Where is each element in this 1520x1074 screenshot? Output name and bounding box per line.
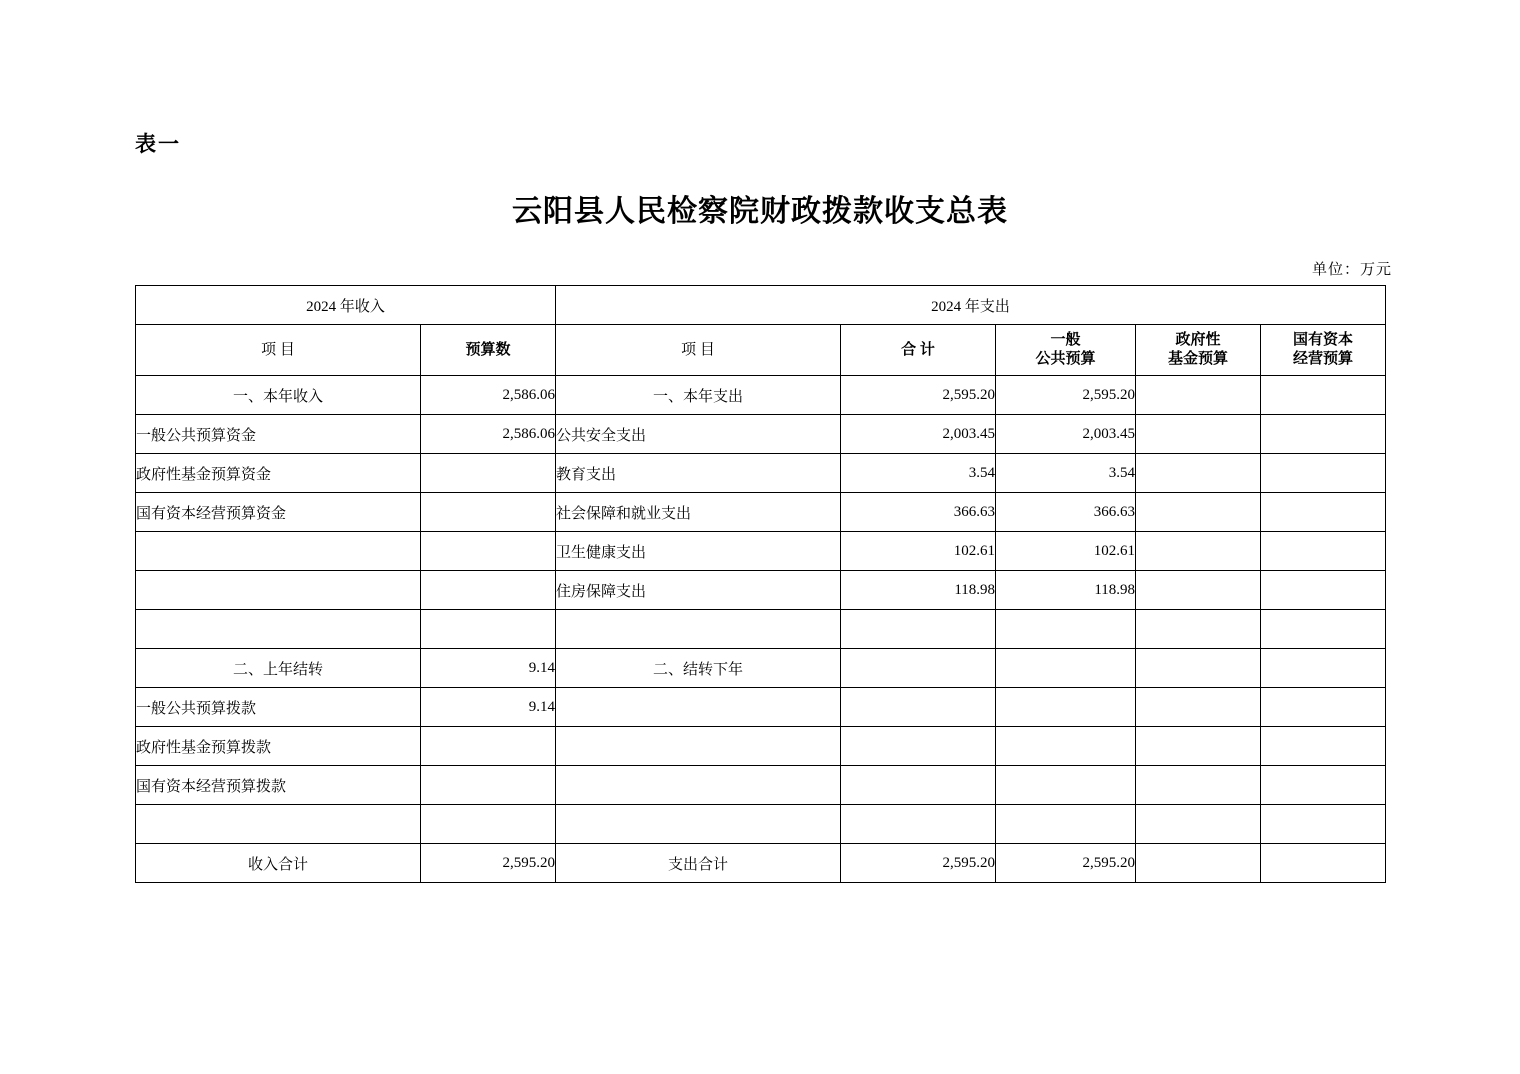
cell-gov-fund: [1136, 805, 1261, 844]
cell-expense-total: 366.63: [841, 493, 996, 532]
cell-general-public: [996, 805, 1136, 844]
cell-income-budget: [421, 610, 556, 649]
cell-expense-item: 支出合计: [556, 844, 841, 883]
cell-general-public: 118.98: [996, 571, 1136, 610]
table-row: [136, 454, 1386, 493]
table-row: [136, 415, 1386, 454]
header-general-public-line2: 公共预算: [1035, 351, 1096, 367]
fiscal-summary-table: [135, 285, 1386, 883]
cell-soe: [1261, 454, 1386, 493]
table-row: [136, 688, 1386, 727]
cell-soe: [1261, 649, 1386, 688]
cell-income-budget: 9.14: [421, 688, 556, 727]
cell-expense-item: 一、本年支出: [556, 376, 841, 415]
cell-income-item: 二、上年结转: [136, 649, 421, 688]
table-row: [136, 805, 1386, 844]
cell-general-public: [996, 727, 1136, 766]
table-body: [136, 376, 1386, 883]
cell-income-budget: [421, 454, 556, 493]
cell-expense-item: 公共安全支出: [556, 415, 841, 454]
cell-gov-fund: [1136, 844, 1261, 883]
cell-gov-fund: [1136, 454, 1261, 493]
cell-gov-fund: [1136, 532, 1261, 571]
table-row: [136, 727, 1386, 766]
cell-expense-item: [556, 610, 841, 649]
cell-soe: [1261, 688, 1386, 727]
table-row: [136, 493, 1386, 532]
cell-expense-total: [841, 688, 996, 727]
cell-income-item: 一、本年收入: [136, 376, 421, 415]
cell-soe: [1261, 571, 1386, 610]
header-gov-fund-budget: [1136, 325, 1261, 376]
cell-soe: [1261, 493, 1386, 532]
cell-soe: [1261, 610, 1386, 649]
cell-income-item: 政府性基金预算拨款: [136, 727, 421, 766]
cell-soe: [1261, 766, 1386, 805]
cell-income-budget: 2,595.20: [421, 844, 556, 883]
table-row: [136, 649, 1386, 688]
header-soe-line2: 经营预算: [1293, 351, 1354, 367]
cell-income-item: 国有资本经营预算拨款: [136, 766, 421, 805]
cell-expense-total: [841, 610, 996, 649]
table-row: [136, 766, 1386, 805]
cell-expense-total: 102.61: [841, 532, 996, 571]
cell-income-budget: [421, 727, 556, 766]
cell-expense-total: 118.98: [841, 571, 996, 610]
cell-income-budget: 2,586.06: [421, 376, 556, 415]
cell-income-item: 国有资本经营预算资金: [136, 493, 421, 532]
cell-expense-item: [556, 805, 841, 844]
header-income-group: 2024 年收入: [136, 286, 556, 325]
cell-expense-item: [556, 766, 841, 805]
cell-income-budget: 9.14: [421, 649, 556, 688]
cell-income-budget: [421, 532, 556, 571]
table-row: [136, 844, 1386, 883]
table-header-groups: [136, 286, 1386, 325]
cell-general-public: [996, 610, 1136, 649]
cell-general-public: 102.61: [996, 532, 1136, 571]
cell-expense-total: 2,595.20: [841, 376, 996, 415]
header-gov-fund-line2: 基金预算: [1168, 351, 1229, 367]
header-income-item: 项 目: [136, 325, 421, 376]
table-label: 表一: [135, 132, 181, 156]
cell-expense-item: 教育支出: [556, 454, 841, 493]
header-total: 合 计: [841, 325, 996, 376]
cell-expense-item: [556, 727, 841, 766]
cell-soe: [1261, 415, 1386, 454]
cell-income-item: [136, 532, 421, 571]
cell-general-public: 2,595.20: [996, 376, 1136, 415]
cell-income-item: [136, 610, 421, 649]
cell-income-budget: [421, 766, 556, 805]
cell-general-public: [996, 766, 1136, 805]
cell-general-public: 2,003.45: [996, 415, 1136, 454]
header-gov-fund-line1: 政府性: [1175, 332, 1221, 349]
table-row: [136, 610, 1386, 649]
table-row: [136, 571, 1386, 610]
cell-expense-item: 社会保障和就业支出: [556, 493, 841, 532]
header-soe-line1: 国有资本: [1293, 332, 1354, 349]
cell-expense-total: 2,003.45: [841, 415, 996, 454]
cell-expense-total: 2,595.20: [841, 844, 996, 883]
cell-income-item: [136, 805, 421, 844]
cell-expense-total: [841, 805, 996, 844]
header-budget: 预算数: [421, 325, 556, 376]
cell-soe: [1261, 805, 1386, 844]
cell-income-budget: [421, 805, 556, 844]
cell-expense-item: 二、结转下年: [556, 649, 841, 688]
cell-income-item: 收入合计: [136, 844, 421, 883]
cell-general-public: 366.63: [996, 493, 1136, 532]
cell-gov-fund: [1136, 376, 1261, 415]
cell-soe: [1261, 532, 1386, 571]
header-general-public-budget: [996, 325, 1136, 376]
cell-general-public: 2,595.20: [996, 844, 1136, 883]
cell-income-item: [136, 571, 421, 610]
cell-general-public: 3.54: [996, 454, 1136, 493]
cell-income-item: 一般公共预算拨款: [136, 688, 421, 727]
table-header-columns: [136, 325, 1386, 376]
cell-gov-fund: [1136, 766, 1261, 805]
cell-income-budget: 2,586.06: [421, 415, 556, 454]
cell-gov-fund: [1136, 649, 1261, 688]
cell-expense-total: 3.54: [841, 454, 996, 493]
cell-expense-total: [841, 766, 996, 805]
cell-gov-fund: [1136, 688, 1261, 727]
cell-gov-fund: [1136, 610, 1261, 649]
header-general-public-line1: 一般: [1050, 332, 1081, 349]
cell-expense-total: [841, 649, 996, 688]
cell-expense-total: [841, 727, 996, 766]
cell-income-budget: [421, 493, 556, 532]
cell-general-public: [996, 688, 1136, 727]
cell-general-public: [996, 649, 1136, 688]
cell-expense-item: 卫生健康支出: [556, 532, 841, 571]
cell-gov-fund: [1136, 493, 1261, 532]
page-title: 云阳县人民检察院财政拨款收支总表: [512, 195, 1008, 228]
cell-gov-fund: [1136, 727, 1261, 766]
table-row: [136, 376, 1386, 415]
table-row: [136, 532, 1386, 571]
cell-soe: [1261, 844, 1386, 883]
cell-gov-fund: [1136, 415, 1261, 454]
header-soe-budget: [1261, 325, 1386, 376]
header-expense-group: 2024 年支出: [556, 286, 1386, 325]
cell-expense-item: [556, 688, 841, 727]
cell-soe: [1261, 376, 1386, 415]
unit-note: 单位：万元: [1311, 262, 1392, 278]
cell-gov-fund: [1136, 571, 1261, 610]
cell-expense-item: 住房保障支出: [556, 571, 841, 610]
header-expense-item: 项 目: [556, 325, 841, 376]
cell-soe: [1261, 727, 1386, 766]
cell-income-item: 一般公共预算资金: [136, 415, 421, 454]
cell-income-budget: [421, 571, 556, 610]
cell-income-item: 政府性基金预算资金: [136, 454, 421, 493]
